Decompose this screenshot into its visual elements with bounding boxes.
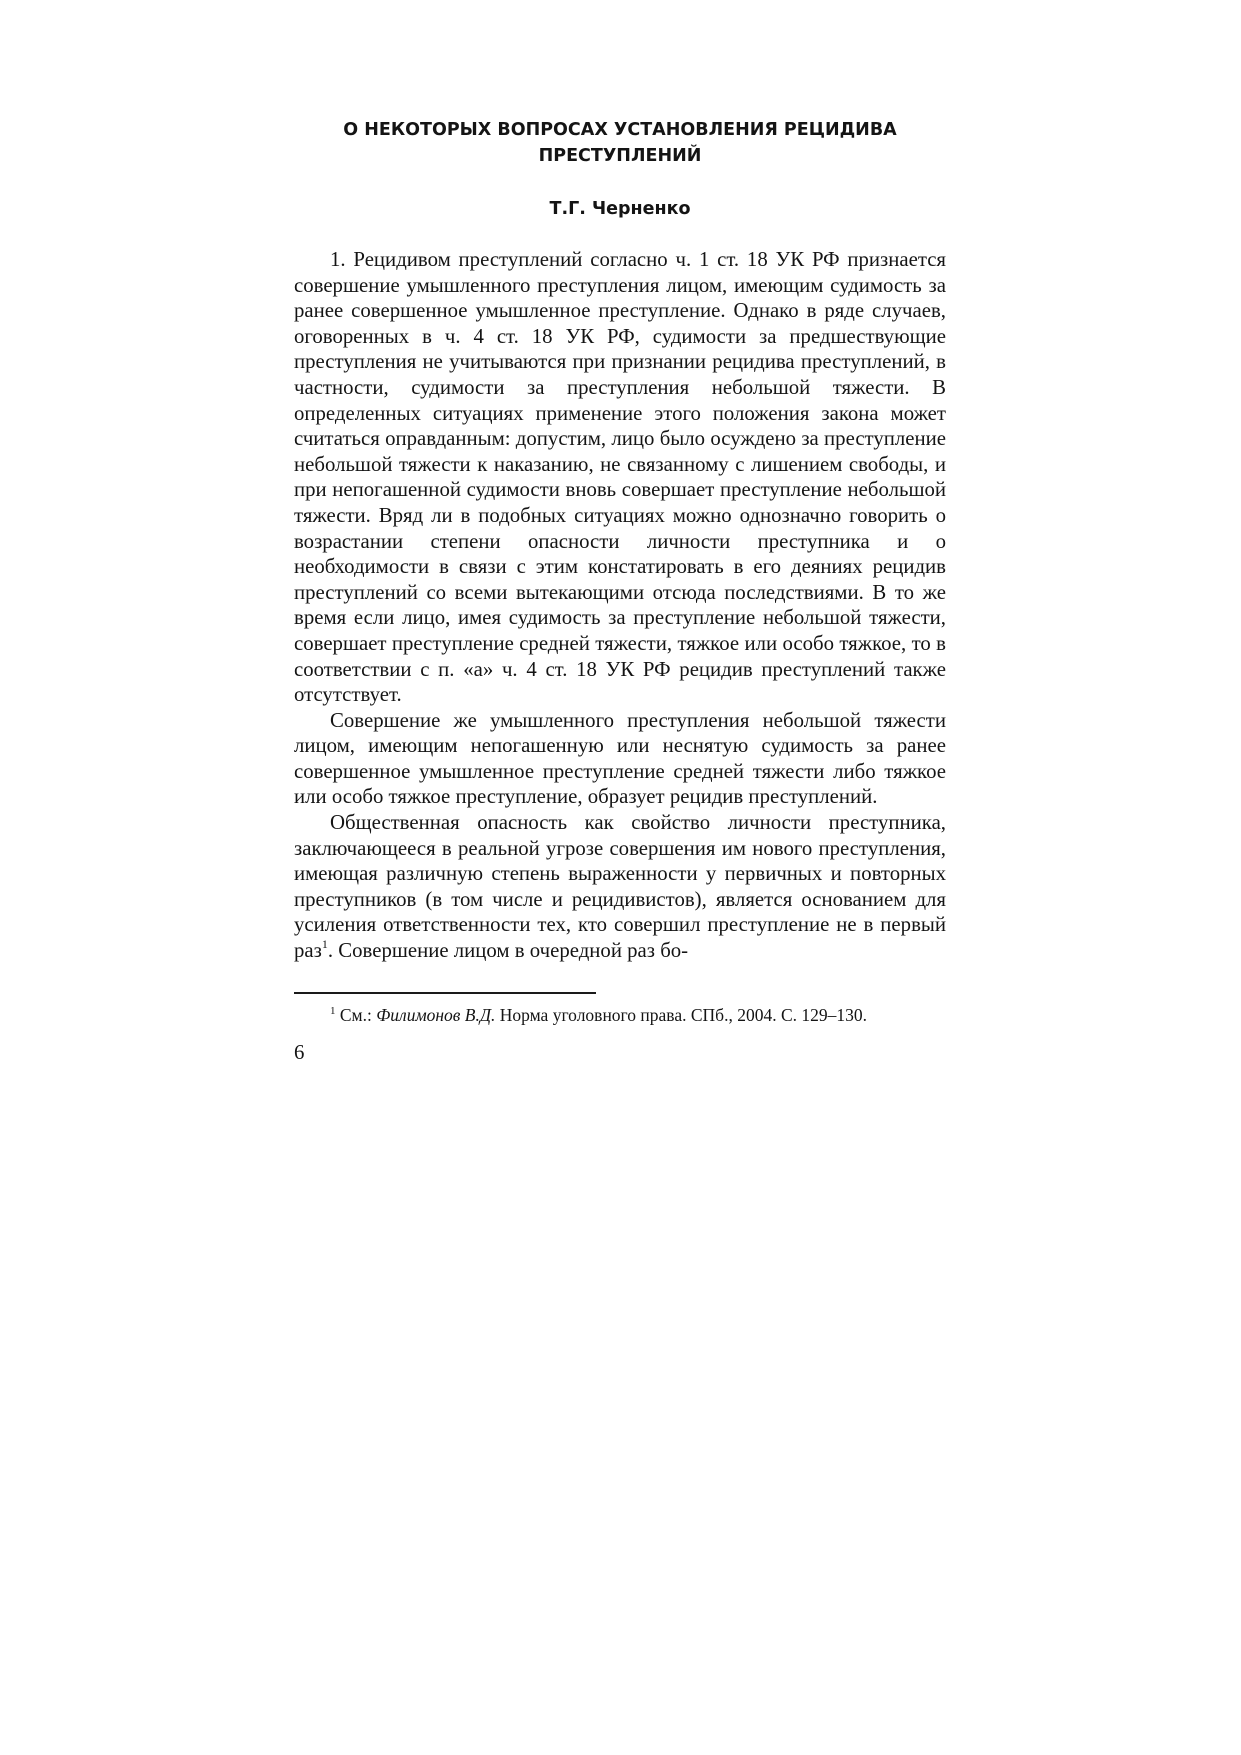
footnote-separator <box>294 992 596 994</box>
paragraph-3-text: Общественная опасность как свойство личности преступника, заключающееся в реальной угрозе совершения им нового преступления, имеющая различную степень выраженности у первичных и повторных преступников (в том числе и рецидивистов), является основанием для усиления ответственности тех, кто совершил преступление не в первый раз <box>294 811 946 963</box>
footnote-citation: Норма уголовного права. СПб., 2004. С. 129–130. <box>495 1005 867 1025</box>
paragraph-3-continuation: . Совершение лицом в очередной раз бо- <box>327 939 689 963</box>
footnote-prefix: См.: <box>335 1005 377 1025</box>
footnote-reference: 1 <box>321 937 328 952</box>
footnote-cited-author: Филимонов В.Д. <box>376 1005 496 1025</box>
article-author: Т.Г. Черненко <box>549 199 691 219</box>
article-title: О НЕКОТОРЫХ ВОПРОСАХ УСТАНОВЛЕНИЯ РЕЦИДИВА ПРЕСТУПЛЕНИЙ <box>343 120 897 166</box>
footnote-number: 1 <box>330 1005 336 1017</box>
paragraph-3 <box>294 810 946 964</box>
article-body <box>294 247 946 964</box>
footnote <box>294 1004 946 1026</box>
page-number: 6 <box>294 1041 305 1064</box>
paragraph-1: 1. Рецидивом преступлений согласно ч. 1 ст. 18 УК РФ признается совершение умышленного преступления лицом, имеющим судимость за ранее совершенное умышленное преступление. Однако в ряде случаев, оговоренных в ч. 4 ст. 18 УК РФ, судимости за предшествующие преступления не учитываются при признании рецидива преступлений, в частности, судимости за преступления небольшой тяжести. В определенных ситуациях применение этого положения закона может считаться оправданным: допустим, лицо было осуждено за преступление небольшой тяжести к наказанию, не связанному с лишением свободы, и при непогашенной судимости вновь совершает преступление небольшой тяжести. Вряд ли в подобных ситуациях можно однозначно говорить о возрастании степени опасности личности преступника и о необходимости в связи с этим констатировать в его деяниях рецидив преступлений со всеми вытекающими отсюда последствиями. В то же время если лицо, имея судимость за преступление небольшой тяжести, совершает преступление средней тяжести, тяжкое или особо тяжкое, то в соответствии с п. «а» ч. 4 ст. 18 УК РФ рецидив преступлений также отсутствует. <box>294 248 946 707</box>
paragraph-2: Совершение же умышленного преступления небольшой тяжести лицом, имеющим непогашенную или неснятую судимость за ранее совершенное умышленное преступление средней тяжести либо тяжкое или особо тяжкое преступление, образует рецидив преступлений. <box>294 708 946 809</box>
